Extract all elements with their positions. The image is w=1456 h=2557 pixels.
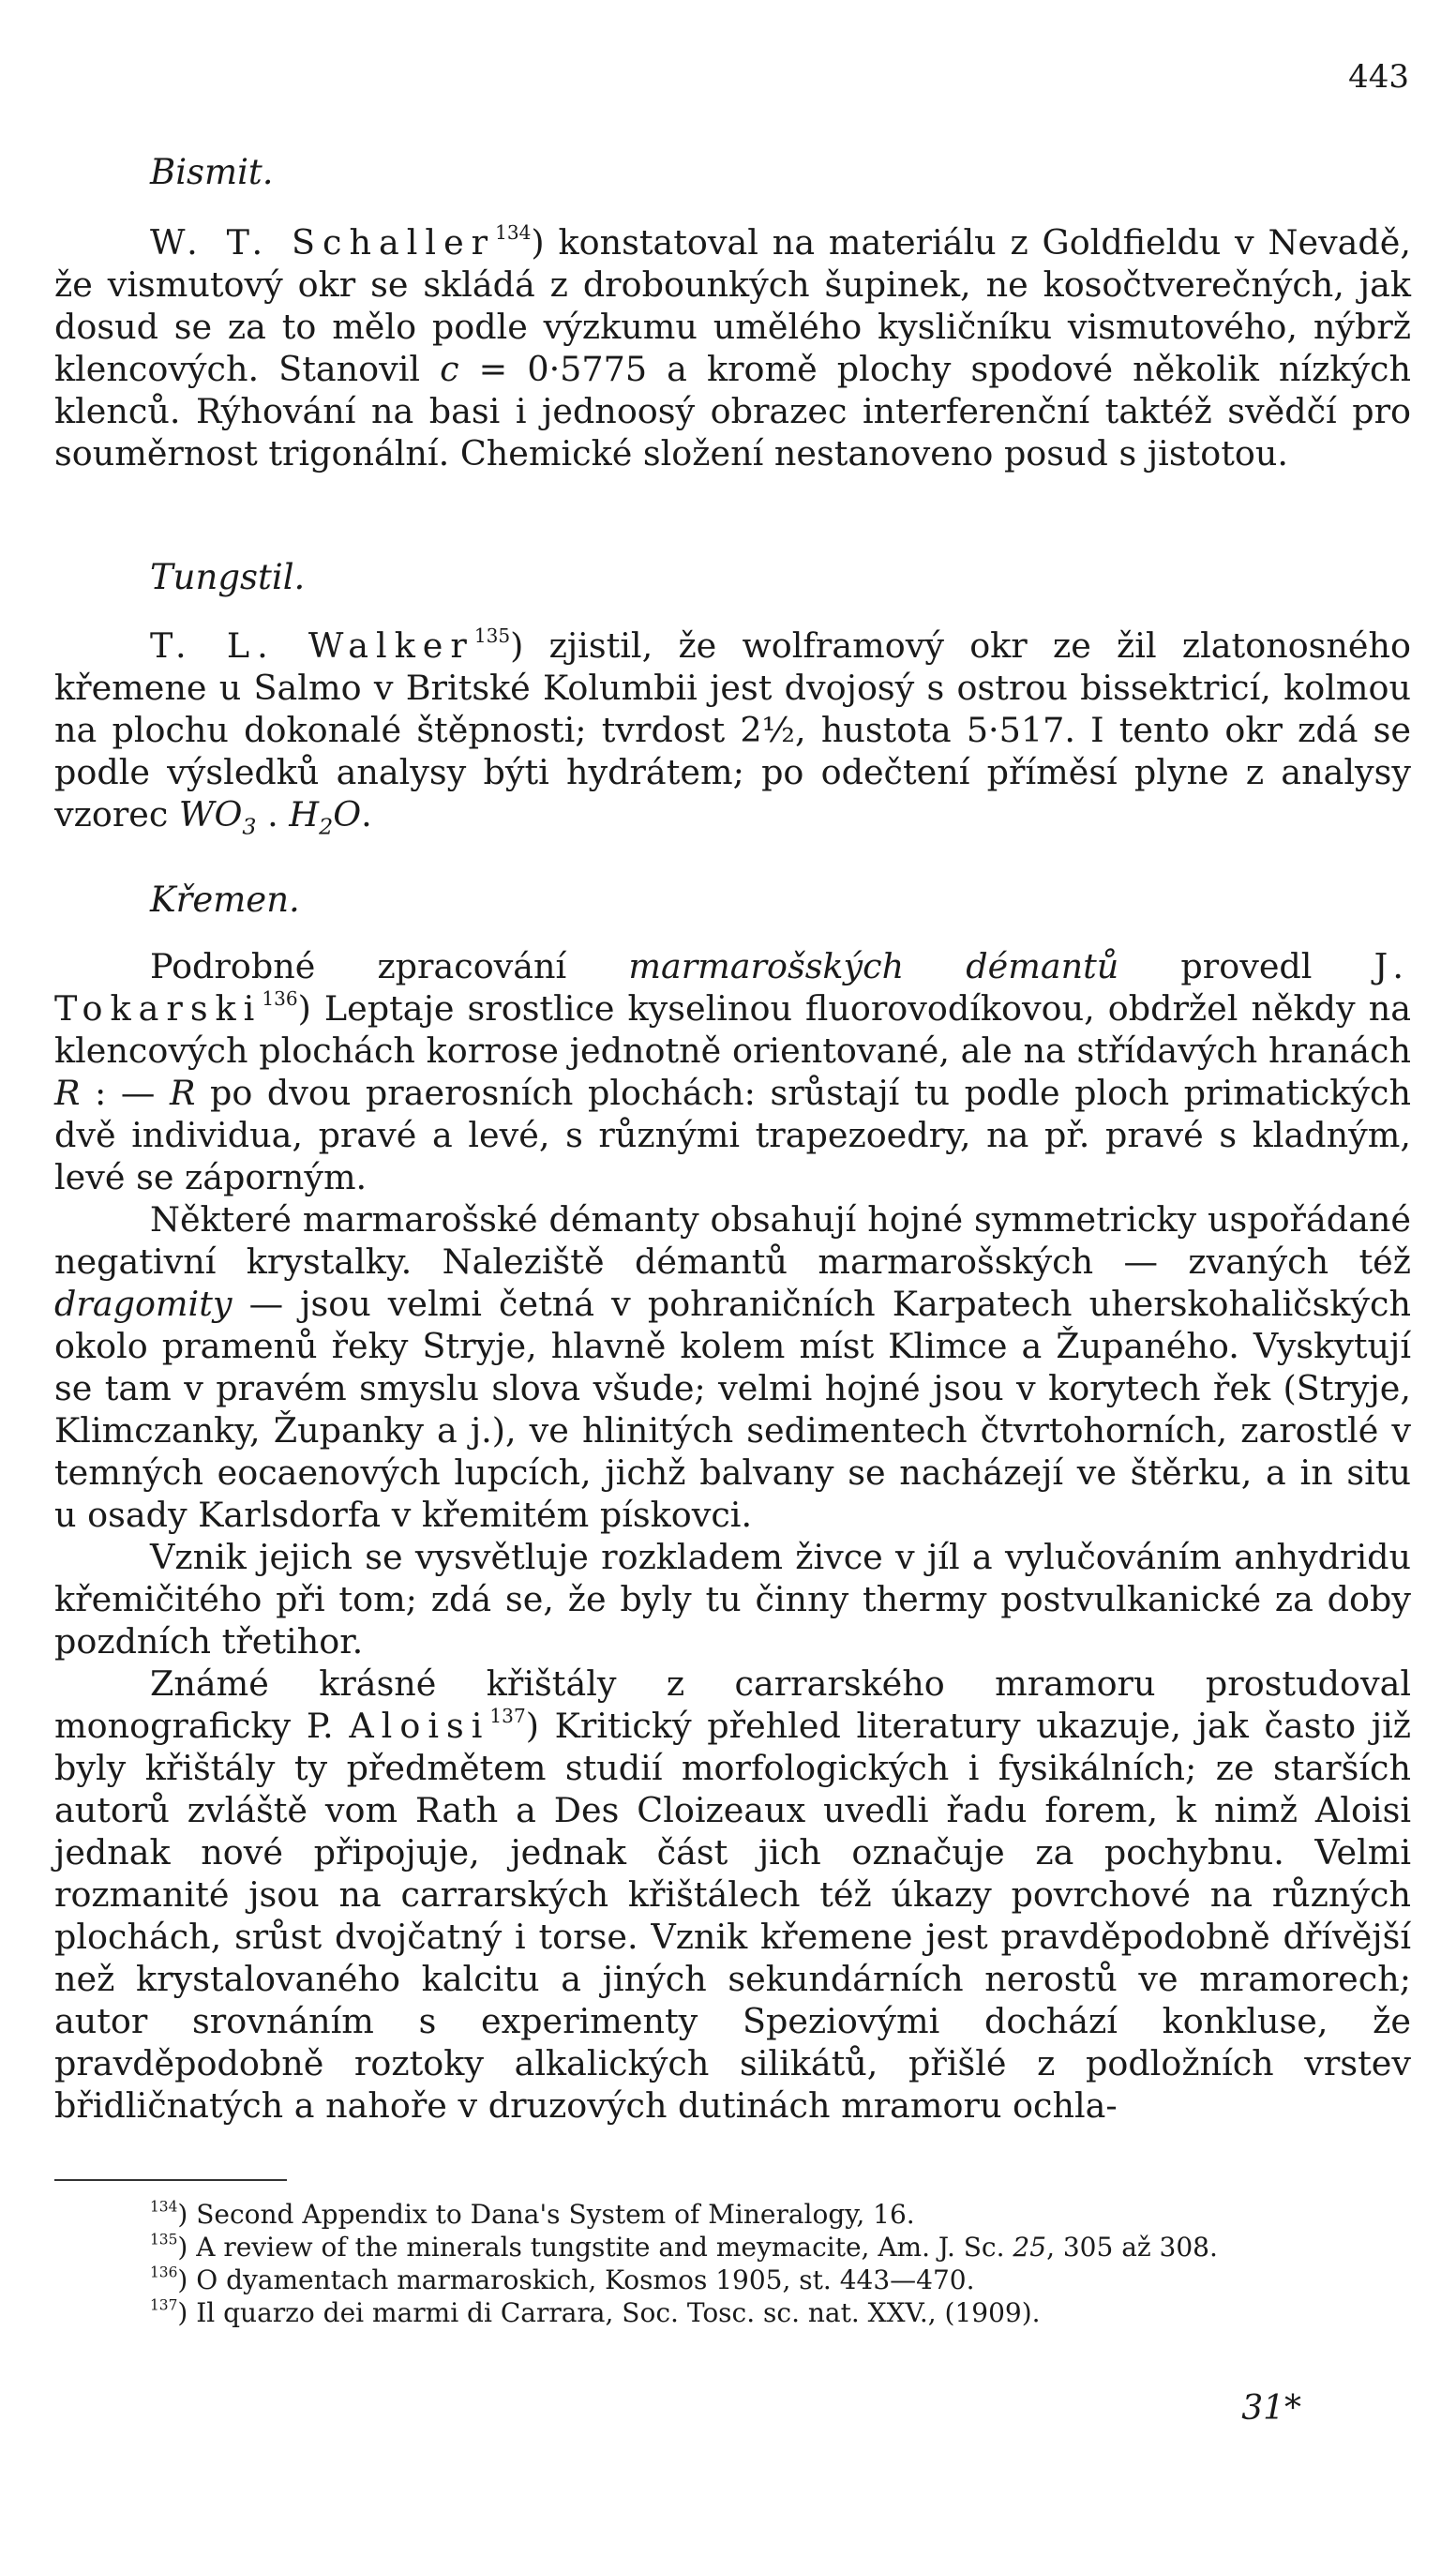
chemical-formula: $H_2O$ (289, 794, 362, 840)
section-kremen (54, 945, 1411, 2127)
math-var: c (440, 349, 459, 389)
paragraph-bismit (54, 221, 1411, 474)
footnote-ref: 136 (262, 986, 298, 1010)
footnote-135: $^{135}$) A review of the minerals tungstite and meymacite, Am. J. Sc. 25, 305 až 308. (150, 2231, 1218, 2263)
paragraph-text: = 0·5775 a kromě plochy spodové několik nízkých klenců. Rýhování na basi i jednoosý obrazec interferenční taktéž svědčí pro souměrnost trigonální. Chemické složení nestanoveno posud s jistotou. (54, 349, 1412, 474)
paragraph-text: . (361, 794, 372, 835)
footnotes (54, 2198, 1411, 2329)
section-tungstil (54, 624, 1411, 840)
section-heading-bismit: Bismit. (150, 152, 274, 192)
page-number: 443 (1348, 58, 1409, 96)
footnote-ref: 135 (473, 624, 511, 647)
author-name: J. Tokarski (54, 946, 1411, 1029)
paragraph-kremen-2: Některé marmarošské démanty obsahují hojné symmetricky uspořádané negativní krystalky. Naleziště démantů marmarošských — zvaných též dragomity — jsou velmi četná v pohraničních Karpatech uherskohaličských okolo pramenů řeky Stryje, hlavně kolem míst Klimce a Županého. Vyskytují se tam v pravém smyslu slova všude; velmi hojné jsou v korytech řek (Stryje, Klimczanky, Županky a j.), ve hlinitých sedimentech čtvrtohorních, zarostlé v temných eocaenových lupcích, jichž balvany se nacházejí ve štěrku, a in situ u osady Karlsdorfa v křemitém pískovci. (54, 1199, 1411, 1535)
footnote-ref: 137 (489, 1704, 526, 1727)
paragraph-kremen-3: Vznik jejich se vysvětluje rozkladem živce v jíl a vylučováním anhydridu křemičitého při tom; zdá se, že byly tu činny thermy postvulkanické za doby pozdních třetihor. (54, 1537, 1411, 1662)
signature-mark: 31* (1241, 2389, 1301, 2428)
footnote-137: $^{137}$) Il quarzo dei marmi di Carrara, Soc. Tosc. sc. nat. XXV., (1909). (150, 2296, 1041, 2328)
author-name: T. L. Walker (150, 625, 474, 666)
paragraph-kremen-4: Známé krásné křištály z carrarského mramoru prostudoval monograficky P. Aloisi$^{137}$) Kritický přehled literatury ukazuje, jak často již byly křištály ty předmětem studií morfologických i fysikálních; ze starších autorů zvláště vom Rath a Des Cloizeaux uvedli řadu forem, k nimž Aloisi jednak nové připojuje, jednak část jich označuje za pochybnu. Velmi rozmanité jsou na carrarských křištálech též úkazy povrchové na různých plochách, srůst dvojčatný i torse. Vznik křemene jest pravděpodobně dřívější než krystalovaného kalcitu a jiných sekundárních nerostů ve mramorech; autor srovnáním s experimenty Speziovými dochází konkluse, že pravděpodobně roztoky alkalických silikátů, přišlé z podložních vrstev břidličnatých a nahoře v druzových dutinách mramoru ochla- (54, 1663, 1411, 2126)
formula-dot: . (256, 794, 290, 835)
section-bismit (54, 221, 1411, 474)
section-heading-kremen: Křemen. (150, 880, 300, 920)
author-name: Aloisi (349, 1706, 490, 1746)
author-name: W. T. Schaller (150, 222, 496, 263)
footnote-ref: 134 (495, 220, 532, 244)
footnote-divider (54, 2179, 287, 2181)
footnote-134: $^{134}$) Second Appendix to Dana's System of Mineralogy, 16. (150, 2198, 915, 2230)
chemical-formula: $WO_3$ (178, 794, 257, 840)
paragraph-tungstil (54, 624, 1411, 840)
footnote-136: $^{136}$) O dyamentach marmaroskich, Kosmos 1905, st. 443—470. (150, 2264, 975, 2295)
paragraph-text: ) zjistil, že wolframový okr ze žil zlatonosného křemene u Salmo v Britské Kolumbii jest dvojosý s ostrou bissektricí, kolmou na plochu dokonalé štěpnosti; tvrdost 2½, hustota 5·517. I tento okr zdá se podle výsledků analysy býti hydrátem; po odečtení příměsí plyne z analysy vzorec (54, 625, 1411, 835)
section-heading-tungstil: Tungstil. (150, 557, 306, 597)
paragraph-kremen-1: Podrobné zpracování marmarošských démantů provedl J. Tokarski$^{136}$) Leptaje srostlice kyselinou fluorovodíkovou, obdržel někdy na klencových plochách korrose jednotně orientované, ale na střídavých hranách R : — R po dvou praerosních plochách: srůstají tu podle ploch primatických dvě individua, pravé a levé, s různými trapezoedry, na př. pravé s kladným, levé se záporným. (54, 946, 1411, 1197)
paragraph-text: ) konstatoval na materiálu z Goldfieldu v Nevadě, že vismutový okr se skládá z drobounkých šupinek, ne kosočtverečných, jak dosud se za to mělo podle výzkumu umělého kysličníku vismutového, nýbrž klencových. Stanovil (54, 222, 1411, 389)
